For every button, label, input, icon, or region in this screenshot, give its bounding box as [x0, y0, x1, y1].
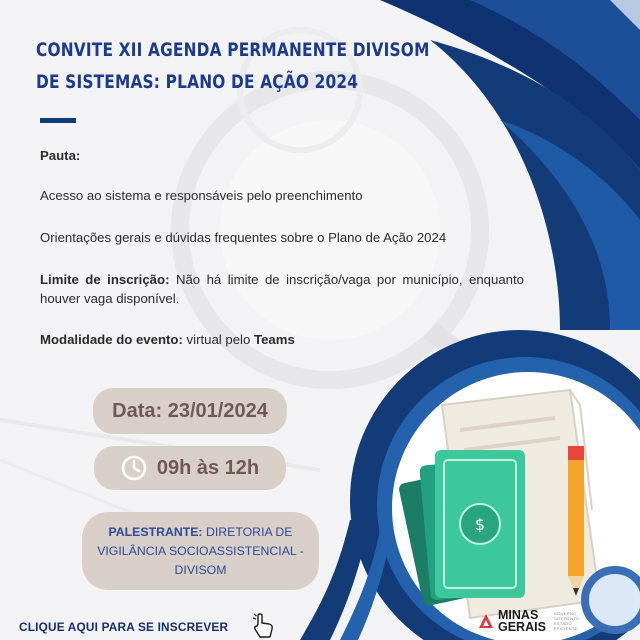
- logo-tagline: [554, 611, 581, 631]
- pencil-illustration: [568, 446, 584, 596]
- clock-icon: [121, 455, 147, 481]
- logo-tag-4: EFICIENTE.: [553, 626, 579, 631]
- svg-text:$: $: [474, 515, 486, 534]
- page-title: CONVITE XII AGENDA PERMANENTE DIVISOM DE SISTEMAS: PLANO DE AÇÃO 2024: [36, 39, 430, 93]
- speaker-name-part-1: DIRETORIA DE: [205, 524, 293, 539]
- logo-tag-2: DIFERENTE.: [553, 616, 581, 621]
- register-link[interactable]: CLIQUE AQUI PARA SE INSCREVER: [19, 620, 229, 634]
- date-text: Data: 23/01/2024: [112, 399, 268, 422]
- minas-gerais-logo: [478, 604, 628, 638]
- registration-text: Não há limite de inscrição/vaga por município, enquanto houver vaga disponível.: [40, 272, 524, 306]
- time-badge: [94, 446, 286, 490]
- speaker-badge: [82, 512, 319, 590]
- speaker-name-part-3: DIVISOM: [174, 562, 227, 577]
- registration-label: Limite de inscrição:: [40, 272, 170, 287]
- modality-platform: Teams: [254, 332, 295, 347]
- title-underline: [40, 118, 76, 123]
- speaker-name-part-2: VIGILÂNCIA SOCIOASSISTENCIAL -: [97, 543, 304, 558]
- time-text: 09h às 12h: [156, 456, 260, 479]
- speaker-label: PALESTRANTE:: [108, 524, 203, 539]
- registration-info: [40, 270, 524, 308]
- money-illustration: [398, 450, 525, 607]
- modality-label: Modalidade do evento:: [40, 332, 183, 347]
- speaker-line-1: [108, 523, 292, 542]
- agenda-item-2: Orientações gerais e dúvidas frequentes sobre o Plano de Ação 2024: [40, 230, 447, 245]
- logo-wordmark: [498, 609, 546, 633]
- plan-illustration: [360, 350, 640, 640]
- minas-gerais-triangle-icon: [478, 613, 494, 629]
- logo-tag-3: ESTADO: [553, 621, 572, 626]
- agenda-heading: Pauta:: [40, 148, 81, 163]
- logo-name-line-1: MINAS: [498, 608, 539, 622]
- date-badge: [93, 388, 287, 434]
- agenda-item-1: Acesso ao sistema e responsáveis pelo preenchimento: [40, 188, 363, 203]
- modality-text: virtual pelo: [186, 332, 251, 347]
- pointing-hand-icon[interactable]: [250, 612, 278, 640]
- modality-info: [40, 330, 524, 349]
- logo-tag-1: GOVERNO: [553, 611, 577, 616]
- logo-name-line-2: GERAIS: [498, 620, 546, 634]
